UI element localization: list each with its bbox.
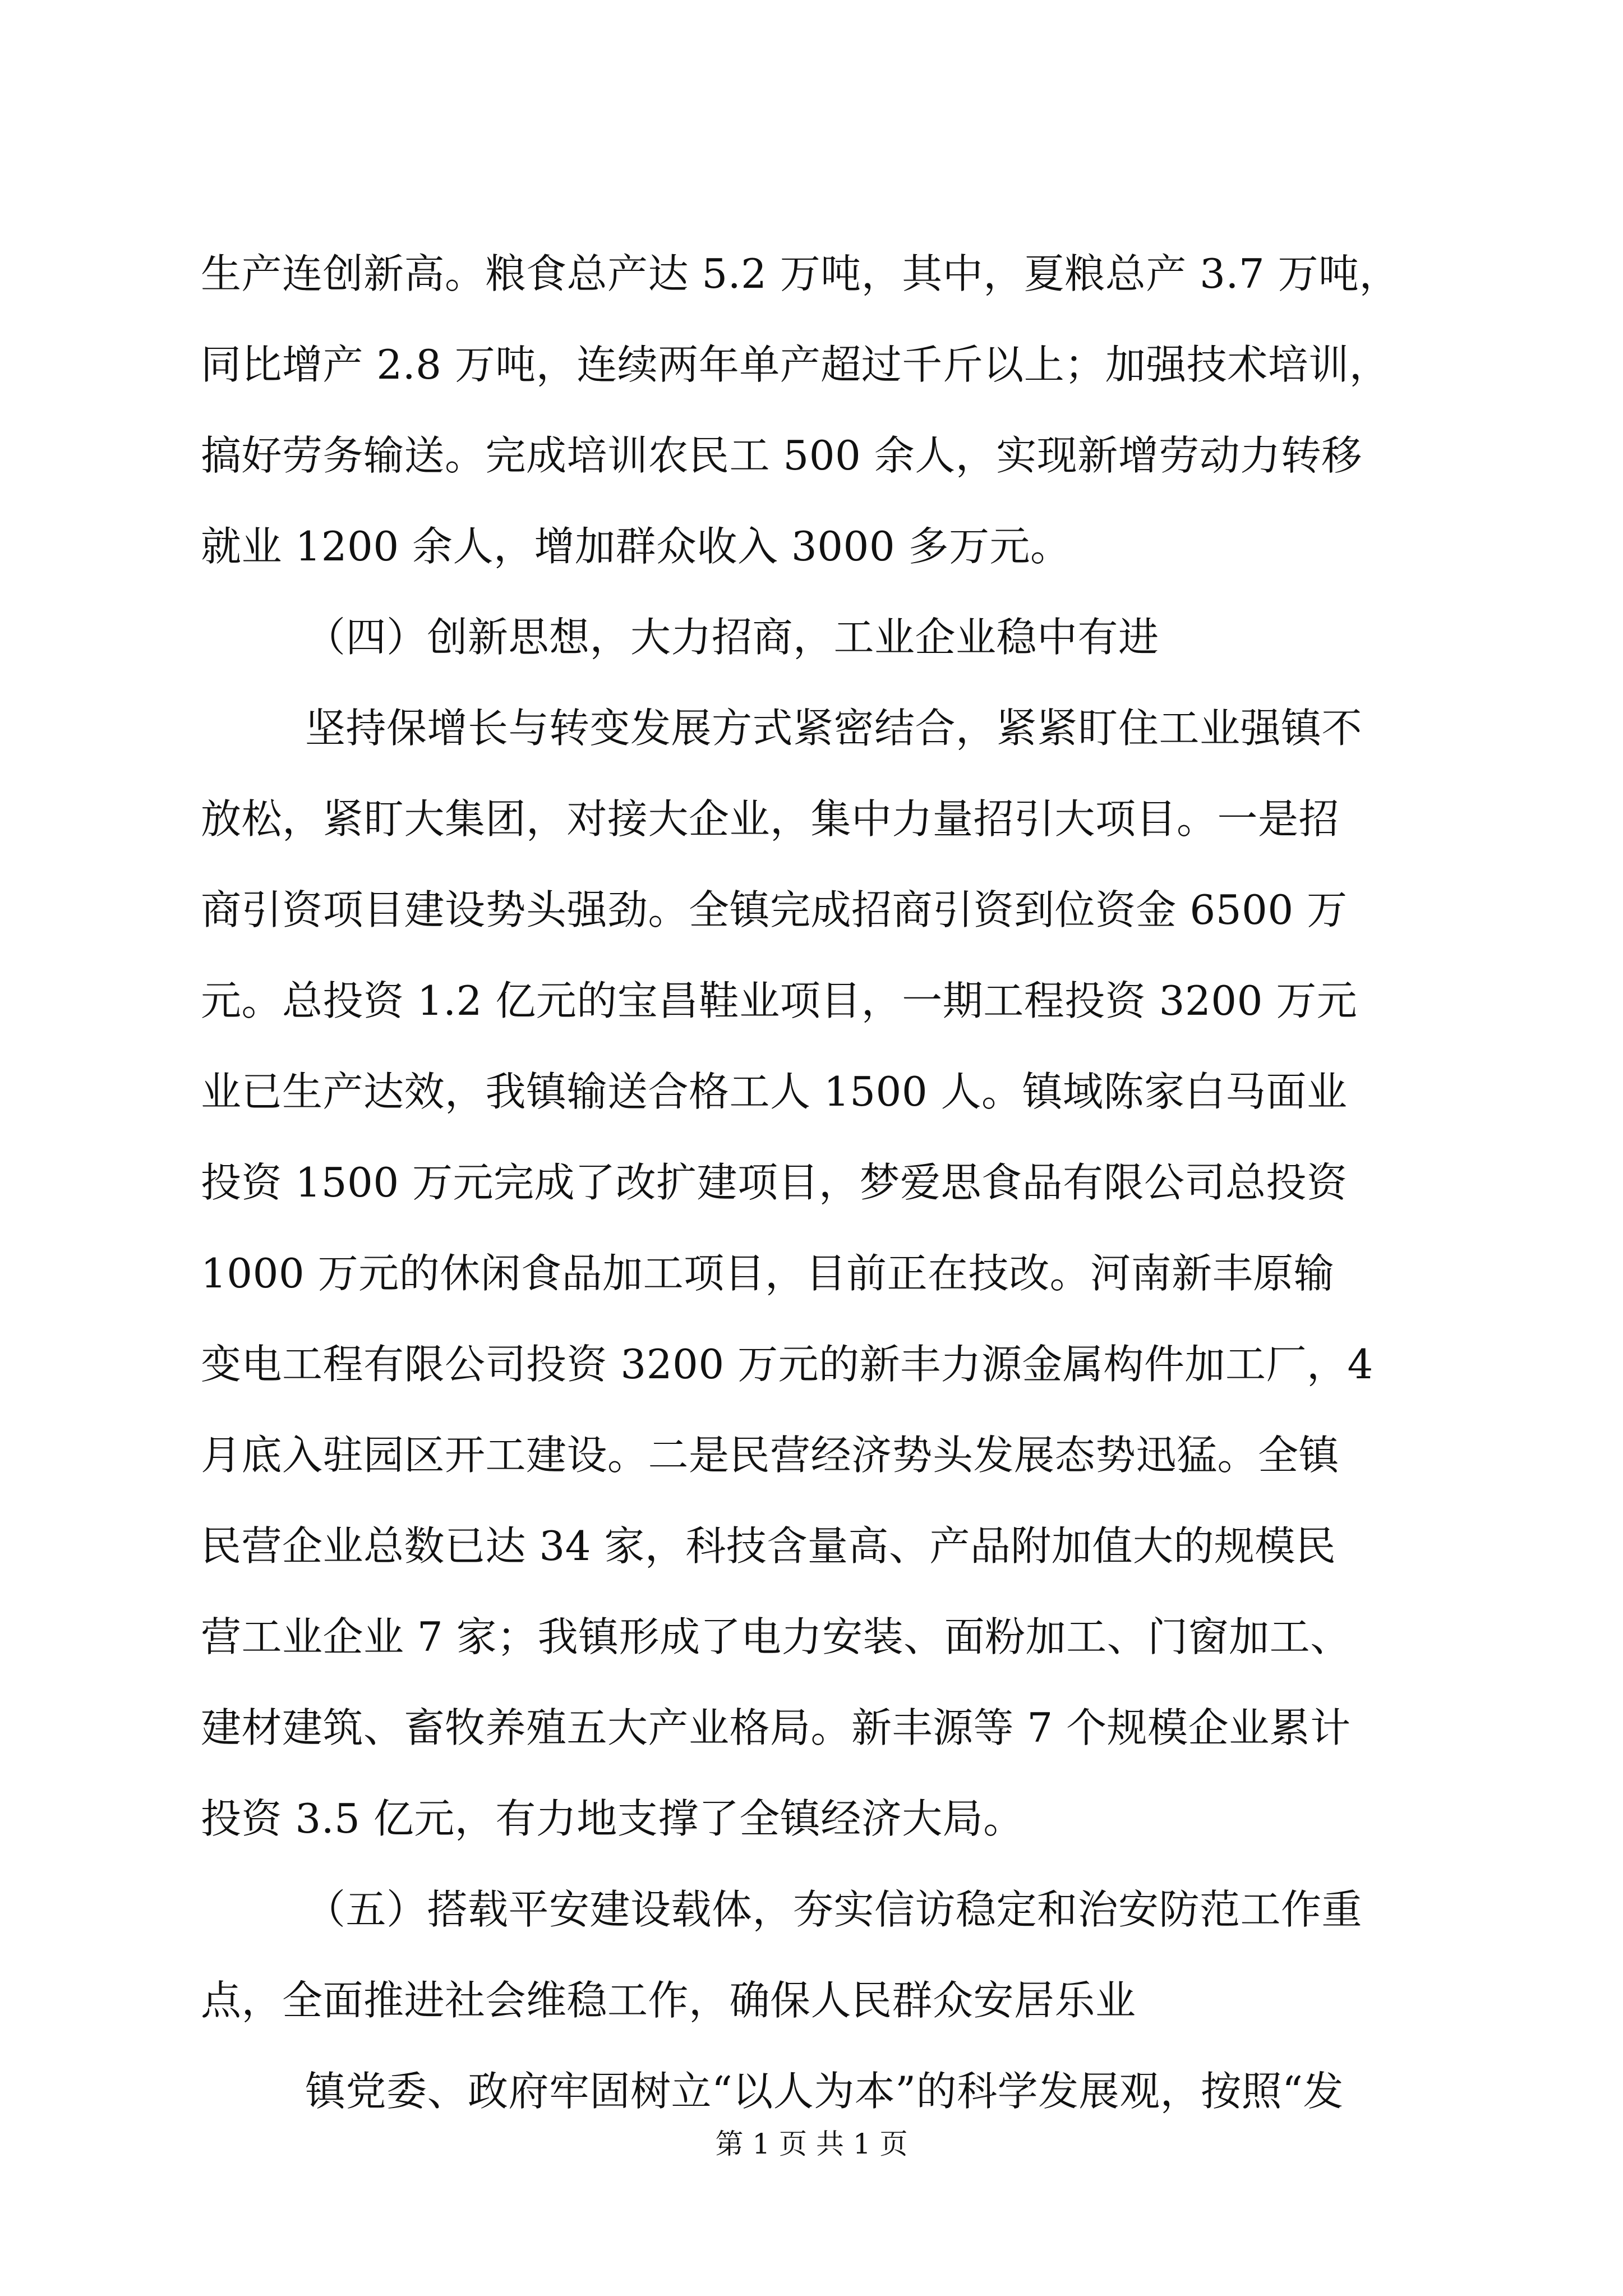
section-heading: （五）搭载平安建设载体，夯实信访稳定和治安防范工作重: [305, 1886, 1363, 1933]
text-line: 商引资项目建设势头强劲。全镇完成招商引资到位资金 6500 万: [201, 886, 1348, 933]
text-line: 放松，紧盯大集团，对接大企业，集中力量招引大项目。一是招: [201, 795, 1340, 843]
paragraph-first-line: 坚持保增长与转变发展方式紧密结合，紧紧盯住工业强镇不: [305, 705, 1363, 752]
paragraph-first-line: 镇党委、政府牢固树立“以人为本”的科学发展观，按照“发: [305, 2068, 1344, 2115]
text-line: 变电工程有限公司投资 3200 万元的新丰力源金属构件加工厂，4: [201, 1341, 1373, 1388]
text-line: 业已生产达效，我镇输送合格工人 1500 人。镇域陈家白马面业: [201, 1068, 1348, 1115]
text-line: 1000 万元的休闲食品加工项目，目前正在技改。河南新丰原输: [201, 1250, 1335, 1297]
text-line: 同比增产 2.8 万吨，连续两年单产超过千斤以上；加强技术培训，: [201, 341, 1390, 388]
section-heading-continued: 点，全面推进社会维稳工作，确保人民群众安居乐业: [201, 1977, 1136, 2024]
text-line: 元。总投资 1.2 亿元的宝昌鞋业项目，一期工程投资 3200 万元: [201, 977, 1358, 1024]
page-footer: 第 1 页 共 1 页: [715, 2128, 908, 2160]
text-line: 营工业企业 7 家；我镇形成了电力安装、面粉加工、门窗加工、: [201, 1613, 1351, 1660]
text-line: 就业 1200 余人，增加群众收入 3000 多万元。: [201, 523, 1071, 570]
text-line: 月底入驻园区开工建设。二是民营经济势头发展态势迅猛。全镇: [201, 1432, 1340, 1479]
section-heading: （四）创新思想，大力招商，工业企业稳中有进: [305, 614, 1159, 661]
text-line: 投资 3.5 亿元，有力地支撑了全镇经济大局。: [201, 1795, 1024, 1842]
text-line: 投资 1500 万元完成了改扩建项目，梦爱思食品有限公司总投资: [201, 1159, 1348, 1206]
text-line: 搞好劳务输送。完成培训农民工 500 余人，实现新增劳动力转移: [201, 432, 1362, 479]
text-line: 生产连创新高。粮食总产达 5.2 万吨，其中，夏粮总产 3.7 万吨，: [201, 250, 1400, 297]
text-line: 建材建筑、畜牧养殖五大产业格局。新丰源等 7 个规模企业累计: [201, 1704, 1351, 1751]
text-line: 民营企业总数已达 34 家，科技含量高、产品附加值大的规模民: [201, 1522, 1336, 1570]
